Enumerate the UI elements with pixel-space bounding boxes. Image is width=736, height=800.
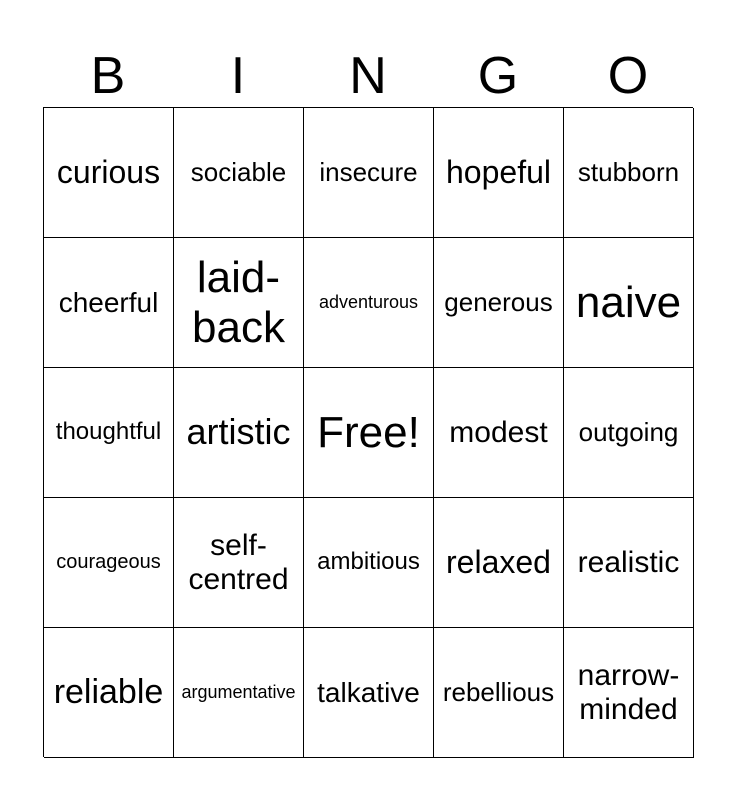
cell-word: rebellious bbox=[442, 677, 555, 708]
bingo-cell[interactable] bbox=[564, 368, 694, 498]
cell-word: cheerful bbox=[58, 286, 159, 318]
cell-word: courageous bbox=[56, 550, 161, 573]
cell-word: argumentative bbox=[181, 681, 296, 702]
bingo-cell[interactable] bbox=[44, 628, 174, 758]
cell-word: self- centred bbox=[188, 528, 289, 596]
bingo-cell-free[interactable] bbox=[304, 368, 434, 498]
bingo-cell[interactable] bbox=[564, 238, 694, 368]
header-letter-b: B bbox=[90, 47, 126, 105]
cell-word: thoughtful bbox=[55, 418, 162, 446]
bingo-cell[interactable] bbox=[304, 108, 434, 238]
cell-word: modest bbox=[449, 415, 548, 449]
cell-word: talkative bbox=[317, 676, 420, 708]
bingo-cell[interactable] bbox=[434, 498, 564, 628]
cell-word: narrow- minded bbox=[577, 658, 680, 726]
bingo-cell[interactable] bbox=[434, 628, 564, 758]
cell-word: ambitious bbox=[317, 548, 420, 576]
header-letter-n: N bbox=[349, 47, 387, 105]
cell-word: outgoing bbox=[578, 417, 679, 448]
bingo-board bbox=[43, 107, 693, 757]
cell-word: insecure bbox=[319, 157, 418, 188]
bingo-cell[interactable] bbox=[174, 628, 304, 758]
bingo-cell[interactable] bbox=[434, 108, 564, 238]
bingo-cell[interactable] bbox=[304, 238, 434, 368]
bingo-cell[interactable] bbox=[564, 498, 694, 628]
cell-word: artistic bbox=[186, 411, 291, 453]
cell-word: reliable bbox=[53, 673, 164, 712]
header-letter-i: I bbox=[230, 47, 246, 105]
bingo-cell[interactable] bbox=[304, 498, 434, 628]
header-letter-g: G bbox=[477, 47, 519, 105]
cell-word: generous bbox=[444, 287, 553, 318]
cell-word: adventurous bbox=[318, 291, 419, 312]
bingo-cell[interactable] bbox=[174, 108, 304, 238]
cell-word: naive bbox=[575, 277, 682, 327]
bingo-cell[interactable] bbox=[434, 368, 564, 498]
bingo-cell[interactable] bbox=[434, 238, 564, 368]
cell-word: laid- back bbox=[192, 253, 285, 352]
bingo-cell[interactable] bbox=[564, 628, 694, 758]
bingo-cell[interactable] bbox=[304, 628, 434, 758]
bingo-header bbox=[43, 46, 693, 106]
bingo-cell[interactable] bbox=[174, 498, 304, 628]
bingo-cell[interactable] bbox=[174, 368, 304, 498]
cell-word: curious bbox=[56, 153, 161, 190]
cell-word: sociable bbox=[190, 157, 287, 188]
cell-word: hopeful bbox=[446, 153, 551, 190]
bingo-cell[interactable] bbox=[44, 498, 174, 628]
header-letter-o: O bbox=[607, 47, 649, 105]
bingo-cell[interactable] bbox=[44, 368, 174, 498]
free-space-label: Free! bbox=[317, 407, 420, 457]
bingo-cell[interactable] bbox=[44, 238, 174, 368]
cell-word: relaxed bbox=[446, 543, 551, 580]
bingo-cell[interactable] bbox=[44, 108, 174, 238]
bingo-cell[interactable] bbox=[174, 238, 304, 368]
bingo-cell[interactable] bbox=[564, 108, 694, 238]
cell-word: stubborn bbox=[577, 157, 680, 188]
cell-word: realistic bbox=[577, 545, 680, 579]
